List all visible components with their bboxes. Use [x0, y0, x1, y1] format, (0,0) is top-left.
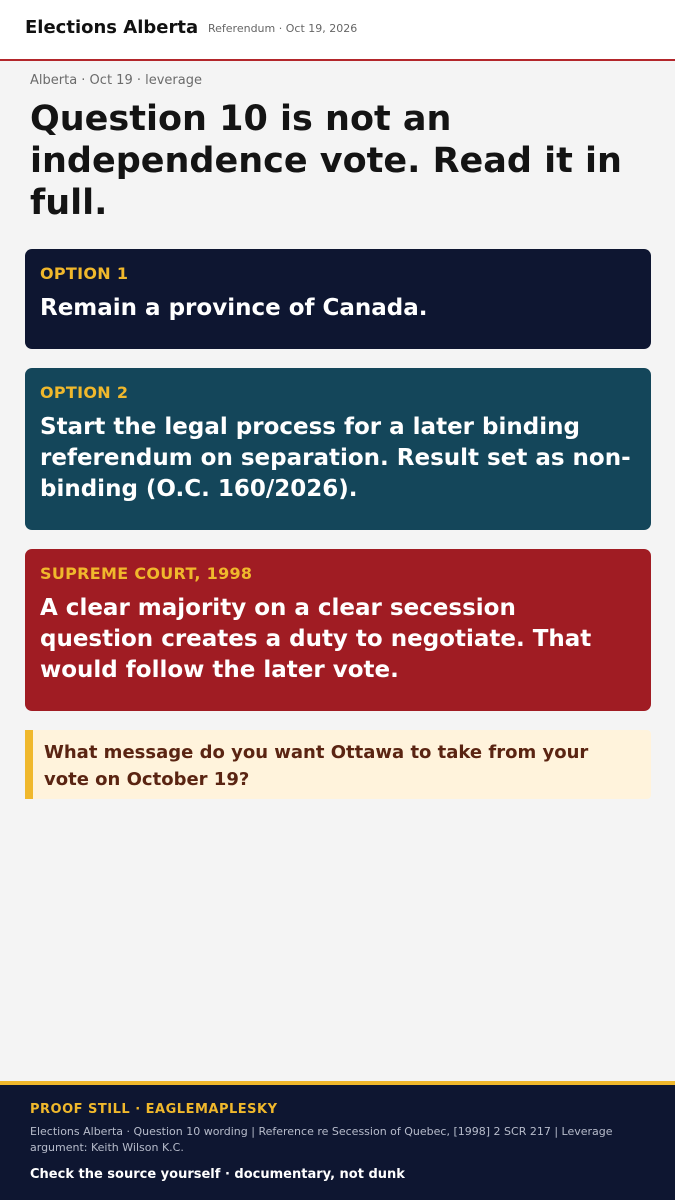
supreme-court-card	[25, 549, 651, 711]
footer-cta: Check the source yourself · documentary, not dunk	[30, 1167, 405, 1182]
question-prompt: What message do you want Ottawa to take from your vote on October 19?	[25, 730, 651, 799]
option-2-label: OPTION 2	[40, 383, 129, 402]
article-kicker: Alberta · Oct 19 · leverage	[30, 73, 202, 88]
page-title: Question 10 is not an independence vote. Read it in full.	[30, 99, 622, 223]
header-subtitle: Referendum · Oct 19, 2026	[208, 22, 358, 35]
option-2-text: Start the legal process for a later binding referendum on separation. Result set as non-binding (O.C. 160/2026).	[40, 414, 631, 502]
option-1-label: OPTION 1	[40, 264, 129, 283]
footer	[0, 1081, 675, 1200]
option-2-card	[25, 368, 651, 530]
option-1-text: Remain a province of Canada.	[40, 295, 428, 321]
footer-proof-line: PROOF STILL · EAGLEMAPLESKY	[30, 1102, 278, 1117]
top-bar	[0, 0, 675, 61]
supreme-court-text: A clear majority on a clear secession question creates a duty to negotiate. That would follow the later vote.	[40, 595, 592, 683]
brand-name[interactable]: Elections Alberta	[25, 17, 199, 38]
footer-sources: Elections Alberta · Question 10 wording | Reference re Secession of Quebec, [1998] 2 SCR 217 | Leverage argument: Keith Wilson K.C.	[30, 1125, 613, 1154]
option-1-card	[25, 249, 651, 349]
supreme-court-label: SUPREME COURT, 1998	[40, 564, 253, 583]
